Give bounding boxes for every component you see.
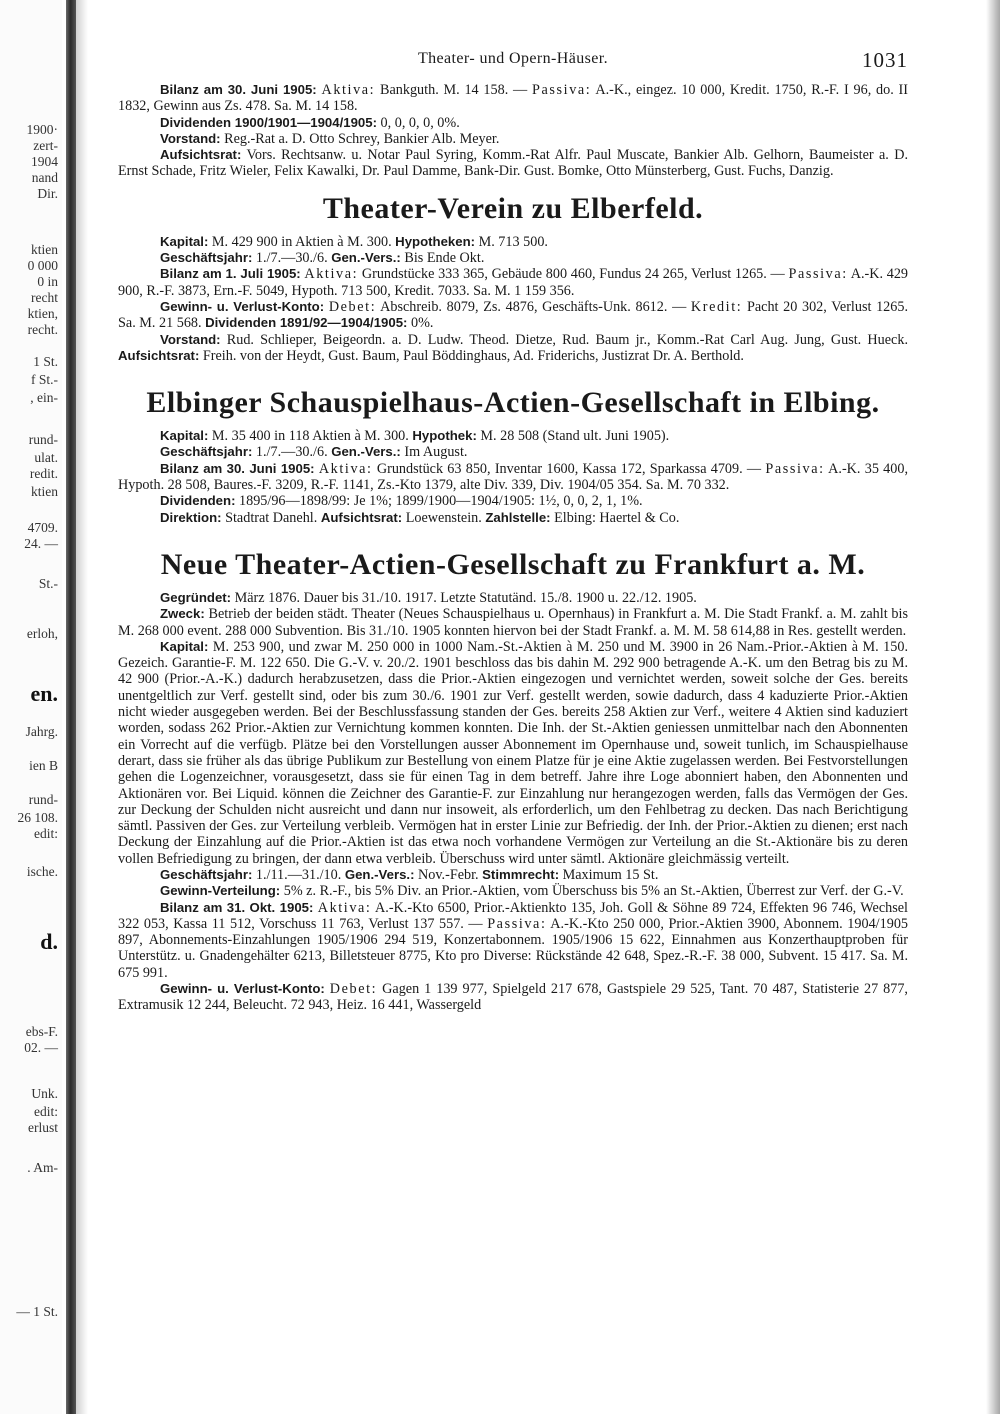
credit-label: Kredit: <box>690 298 743 315</box>
previous-page-text-fragment: Unk. <box>31 1086 58 1101</box>
previous-page-text-fragment: . Am- <box>27 1160 58 1175</box>
previous-page-text-fragment: 1900· <box>26 122 58 137</box>
previous-page-text-fragment: rund- <box>28 792 58 807</box>
balance-paragraph <box>118 900 908 981</box>
previous-page-text-fragment: 0 000 <box>27 258 58 273</box>
entry-title: Elbinger Schauspielhaus-Actien-Gesellschaft in Elbing. <box>146 386 880 420</box>
supervisory-board-paragraph <box>118 147 908 180</box>
previous-page-text-fragment: recht. <box>27 322 58 337</box>
management-label: Direktion: <box>160 509 222 525</box>
text: Freih. von der Heydt, Gust. Baum, Paul Böddinghaus, Ad. Friderichs, Justizrat Dr. A. Berthold. <box>199 347 744 364</box>
liabilities-label: Passiva: <box>532 82 592 98</box>
assets-label: Aktiva: <box>317 899 372 916</box>
previous-page-text-fragment: St.- <box>38 576 58 591</box>
text: 1./11.—31./10. <box>252 866 345 883</box>
debit-label: Debet: <box>328 298 377 315</box>
founded-paragraph <box>118 590 908 606</box>
capital-label: Kapital: <box>160 428 209 444</box>
text: 0%. <box>407 315 434 332</box>
assets-label: Aktiva: <box>318 460 373 477</box>
running-title: Theater- und Opern-Häuser. <box>417 50 608 67</box>
assets-label: Aktiva: <box>321 82 376 98</box>
previous-page-text-fragment: ebs-F. <box>25 1024 58 1039</box>
text: Grundstücke 333 365, Gebäude 800 460, Fundus 24 265, Verlust 1265. — <box>358 266 789 283</box>
text: A.-K. 429 900, R.-F. 3873, Ern.-F. 5049, Hypoth. 713 500, Kredit. 7033. Sa. M. 1 159 356. <box>118 266 909 299</box>
text: M. 713 500. <box>475 233 548 250</box>
balance-paragraph <box>118 82 908 115</box>
entry-title: Theater-Verein zu Elberfeld. <box>322 191 704 225</box>
capital-paragraph <box>118 428 908 444</box>
profit-distribution-paragraph <box>118 883 908 899</box>
fiscal-year-label: Geschäftsjahr: <box>160 250 253 266</box>
text: A.-K.-Kto 250 000, Prior.-Aktien 3900, Abonnem. 1904/1905 897, Abonnements-Einzahlungen 1905/1906 294 519, Konzertabonnem. 1905/1906 15 622, Einnahmen aus Konzerthauptproben für Unterstütz. u. Gnadengehälter 6213, Billetsteuer 8775, Kto pro Diverse: Rückstände 42 648, Spez.-R.-F. 38 000, Subvent. 15 417. Sa. M. 675 991. <box>118 915 909 981</box>
text: A.-K.-Kto 6500, Prior.-Aktienkto 135, Joh. Goll & Söhne 89 724, Effekten 96 746, Wechsel 322 053, Kassa 11 512, Vorschuss 11 763, Verlust 137 557. — <box>118 899 908 932</box>
balance-label: Bilanz am 30. Juni 1905: <box>160 82 317 97</box>
text: Bis Ende Okt. <box>400 250 485 267</box>
text: Nov.-Febr. <box>414 866 483 883</box>
previous-page-text-fragment: en. <box>30 681 58 706</box>
previous-page-text-fragment: nand <box>31 170 58 185</box>
entry-neue-theater-frankfurt <box>118 548 908 1014</box>
profit-loss-paragraph <box>118 981 908 1014</box>
capital-paragraph <box>118 234 908 250</box>
purpose-paragraph <box>118 606 908 639</box>
text: März 1876. Dauer bis 31./10. 1917. Letzte Statutänd. 15./8. 1900 u. 22./12. 1905. <box>231 589 697 606</box>
text: Vors. Rechtsanw. u. Notar Paul Syring, Komm.-Rat Alfr. Paul Muscate, Bankier Alb. Gelhorn, Baumeister a. D. Ernst Schade, Fritz Wieler, Felix Kawalki, Dr. Paul Damme, Bank-Dir. Gust. Bomke, Otto Münsterberg, Gust. Fuchs, Danzig. <box>118 147 908 180</box>
previous-page-text-fragment: 1904 <box>31 154 58 169</box>
text: Stadtrat Danehl. <box>221 509 321 526</box>
voting-right-label: Stimmrecht: <box>482 866 560 882</box>
previous-page-text-fragment: edit: <box>34 1104 58 1119</box>
fiscal-year-paragraph <box>118 250 908 266</box>
mortgages-label: Hypotheken: <box>395 233 476 249</box>
entry-title: Neue Theater-Actien-Gesellschaft zu Frankfurt a. M. <box>160 547 866 581</box>
previous-page-text-fragment: ktien <box>31 242 58 257</box>
text: Bankguth. M. 14 158. — <box>375 82 533 98</box>
purpose-label: Zweck: <box>160 606 205 622</box>
dividends-paragraph <box>118 493 908 509</box>
text: Abschreib. 8079, Zs. 4876, Geschäfts-Unk. 8612. — <box>376 298 691 315</box>
board-paragraph <box>118 332 908 365</box>
previous-page-text-fragment: 26 108. <box>17 810 58 825</box>
previous-page-text-fragment: edit: <box>34 826 58 841</box>
spacer <box>118 526 908 536</box>
dividends-label: Dividenden: <box>160 493 236 509</box>
text: Pacht 20 302, Verlust 1265. Sa. M. 21 568. <box>118 298 909 332</box>
board-paragraph <box>118 131 908 147</box>
text: Rud. Schlieper, Beigeordn. a. D. Ludw. Theod. Dietze, Rud. Baum jr., Komm.-Rat Carl Aug. Jung, Gust. Hueck. <box>220 331 908 348</box>
board-label: Vorstand: <box>160 331 221 347</box>
previous-page-text-fragment: rund- <box>28 432 58 447</box>
text: 1./7.—30./6. <box>252 250 332 267</box>
capital-label: Kapital: <box>160 233 209 249</box>
text: M. 429 900 in Aktien à M. 300. <box>208 233 396 250</box>
balance-label: Bilanz am 1. Juli 1905: <box>160 266 301 282</box>
running-head <box>118 48 908 82</box>
fiscal-year-paragraph <box>118 867 908 883</box>
supervisory-board-label: Aufsichtsrat: <box>160 147 242 163</box>
paying-agent-label: Zahlstelle: <box>485 509 551 525</box>
supervisory-board-label: Aufsichtsrat: <box>320 509 403 525</box>
page-column <box>118 48 908 1014</box>
text: 5% z. R.-F., bis 5% Div. an Prior.-Aktien, vom Überschuss bis 5% an St.-Aktien, Überrest zur Verf. der G.-V. <box>280 883 904 900</box>
profit-distribution-label: Gewinn-Verteilung: <box>160 883 281 899</box>
previous-page-text-fragment: ische. <box>26 864 58 879</box>
fiscal-year-label: Geschäftsjahr: <box>160 866 253 882</box>
text: Grundstück 63 850, Inventar 1600, Kassa 172, Sparkassa 4709. — <box>372 460 766 477</box>
balance-paragraph <box>118 266 908 299</box>
previous-page-text-fragment: 0 in <box>37 274 58 289</box>
previous-page-text-fragment: 24. — <box>24 536 58 551</box>
entry-previous-continuation <box>118 82 908 180</box>
text: M. 35 400 in 118 Aktien à M. 300. <box>208 428 413 445</box>
debit-label: Debet: <box>329 981 378 998</box>
text: M. 28 508 (Stand ult. Juni 1905). <box>476 428 670 445</box>
previous-page-text-fragment: 02. — <box>24 1040 58 1055</box>
previous-page-text-fragment: redit. <box>29 466 58 481</box>
gutter-shadow <box>76 0 88 1414</box>
fiscal-year-label: Geschäftsjahr: <box>160 444 253 460</box>
text: 1895/96—1898/99: Je 1%; 1899/1900—1904/1905: 1½, 0, 0, 2, 1, 1%. <box>235 493 643 510</box>
entry-elbinger-schauspielhaus <box>118 386 908 526</box>
management-paragraph <box>118 510 908 526</box>
previous-page-text-fragment: recht <box>31 290 58 305</box>
page-edge-shadow <box>986 0 1000 1414</box>
board-label: Vorstand: <box>160 130 221 146</box>
previous-page-text-fragment: erlust <box>28 1120 58 1135</box>
previous-page-text-fragment: f St.- <box>31 372 58 387</box>
text: Elbing: Haertel & Co. <box>550 509 680 526</box>
text: Maximum 15 St. <box>559 866 659 883</box>
general-meeting-label: Gen.-Vers.: <box>331 444 401 460</box>
previous-page-text-fragment: Dir. <box>37 186 58 201</box>
dividends-label: Dividenden 1900/1901—1904/1905: <box>160 114 377 130</box>
text: Im August. <box>400 444 468 461</box>
fiscal-year-paragraph <box>118 444 908 460</box>
founded-label: Gegründet: <box>160 589 232 605</box>
book-gutter <box>66 0 76 1414</box>
page-number: 1031 <box>862 48 908 72</box>
general-meeting-label: Gen.-Vers.: <box>331 250 401 266</box>
previous-page-text-fragment: d. <box>40 929 58 954</box>
general-meeting-label: Gen.-Vers.: <box>344 866 415 882</box>
dividends-paragraph <box>118 115 908 131</box>
previous-page-text-fragment: ien B <box>29 758 58 773</box>
mortgage-label: Hypothek: <box>412 428 477 444</box>
text: Gagen 1 139 977, Spielgeld 217 678, Gastspiele 29 525, Tant. 70 487, Statisterie 27 877, Extramusik 12 244, Beleucht. 72 943, Heiz. 16 441, Wassergeld <box>118 981 908 1014</box>
liabilities-label: Passiva: <box>788 266 848 283</box>
previous-page-text-fragment: ktien, <box>27 306 58 321</box>
balance-label: Bilanz am 31. Okt. 1905: <box>160 899 314 915</box>
text: 1./7.—30./6. <box>252 444 332 461</box>
capital-label: Kapital: <box>160 638 209 654</box>
profit-loss-label: Gewinn- u. Verlust-Konto: <box>160 981 325 997</box>
profit-loss-label: Gewinn- u. Verlust-Konto: <box>160 298 325 314</box>
dividends-label: Dividenden 1891/92—1904/1905: <box>205 315 408 331</box>
previous-page-text-fragment: zert- <box>33 138 58 153</box>
text: A.-K. 35 400, Hypoth. 28 508, Baures.-F. 3209, R.-F. 1141, Zs.-Kto 1379, alte Div. 339, Div. 1904/05 354. Sa. M. 70 332. <box>118 460 908 494</box>
previous-page-text-fragment: erloh, <box>26 626 58 641</box>
previous-page-text-fragment: , ein- <box>30 390 58 405</box>
spacer <box>118 364 908 374</box>
capital-paragraph <box>118 639 908 867</box>
previous-page-text-fragment: ktien <box>31 484 58 499</box>
text: Betrieb der beiden städt. Theater (Neues Schauspielhaus u. Opernhaus) in Frankfurt a. M. Die Stadt Frankf. a. M. zahlt bis M. 268 000 event. 288 000 Subvention. Bis 31./10. 1905 konnten hiervon bei der Stadt Frankf. a. M. M. 58 614,88 in Res. gestellt werden. <box>118 606 908 639</box>
balance-paragraph <box>118 461 908 494</box>
text: M. 253 900, und zwar M. 250 000 in 1000 Nam.-St.-Aktien à M. 250 und M. 3900 in 26 Nam.-Prior.-Aktien à M. 150. Gezeich. Garantie-F. M. 122 650. Die G.-V. v. 20./2. 1901 beschloss das bis dahin M. 292 900 betragende A.-K. um den Betrag bis zu M. 42 900 (Prior.-A.-K.) dadurch herabzusetzen, dass die Prior.-Aktien eingezogen und vernichtet werden, soweit solche der Ges. bereits unentgeltlich zur Verf. gestellt sind, oder bis zum 30./6. 1901 zur Verf. gestellt werden, sowie dadurch, dass 4 kaduzierte Prior.-Aktien nicht wieder ausgegeben werden. Bei der Beschlussfassung standen der Ges. bereits 258 Aktien zur Verf., weitere 4 Aktien sind kaduziert worden, sodass 262 Prior.-Aktien zur Vernichtung kommen konnten. Die Inh. der St.-Aktien geniessen unmittelbar nach den Abonnenten ein Vorrecht auf die verfügb. Plätze bei den Vorstellungen ausser Abonnement im Opernhause und, soweit tunlich, im Schauspielhause derart, dass sie früher als das übrige Publikum zur Bestellung von einem Platze für je eine Aktie zugelassen werden. Bei Festvorstellungen gehen die Logenzeichner, vorausgesetzt, dass sie für einen Tag in dem betreff. Jahre ihre Loge abonniert haben, den Abonnenten und Aktionären vor. Bei Liquid. können die Zeichner des Garantie-F. zur Einzahlung nur herangezogen werden, falls das Vermögen der Ges. zur Deckung der Schulden nicht ausreicht und dann nur insoweit, als erforderlich, um den Fehlbetrag zu decken. Das nach Berichtigung sämtl. Passiven der Ges. zur Verteilung verbleib. Vermögen hat in erster Linie zur Befriedig. der Inh. der Prior.-Aktien zu dienen; erst nach Deckung der Einzahlung auf die Prior.-Aktien ist das etwa noch vorhandene Vermögen zur Verteilung an die St.-Aktionäre bis zu deren vollen Befriedigung zu bringen, der dann etwa verbleib. Überschuss wird unter sämtl. Aktionäre gleichmässig verteilt. <box>118 638 908 867</box>
liabilities-label: Passiva: <box>487 915 547 932</box>
previous-page-text-fragment: 1 St. <box>33 354 58 369</box>
liabilities-label: Passiva: <box>765 460 825 477</box>
previous-page-text-fragment: Jahrg. <box>25 724 58 739</box>
text: A.-K., eingez. 10 000, Kredit. 1750, R.-F. I 96, do. II 1832, Gewinn aus Zs. 478. Sa. M. 14 158. <box>118 82 909 115</box>
balance-label: Bilanz am 30. Juni 1905: <box>160 460 315 476</box>
entry-theater-verein-elberfeld <box>118 192 908 364</box>
profit-loss-paragraph <box>118 299 908 332</box>
supervisory-board-label: Aufsichtsrat: <box>118 347 200 363</box>
previous-page-text-fragment: ulat. <box>34 450 58 465</box>
text: Loewenstein. <box>402 509 486 526</box>
previous-page-text-fragment: 4709. <box>27 520 58 535</box>
previous-page-margin <box>0 0 62 1414</box>
previous-page-text-fragment: — 1 St. <box>16 1304 58 1319</box>
text: Reg.-Rat a. D. Otto Schrey, Bankier Alb. Meyer. <box>220 130 500 147</box>
assets-label: Aktiva: <box>304 266 359 283</box>
text: 0, 0, 0, 0, 0%. <box>377 114 460 131</box>
